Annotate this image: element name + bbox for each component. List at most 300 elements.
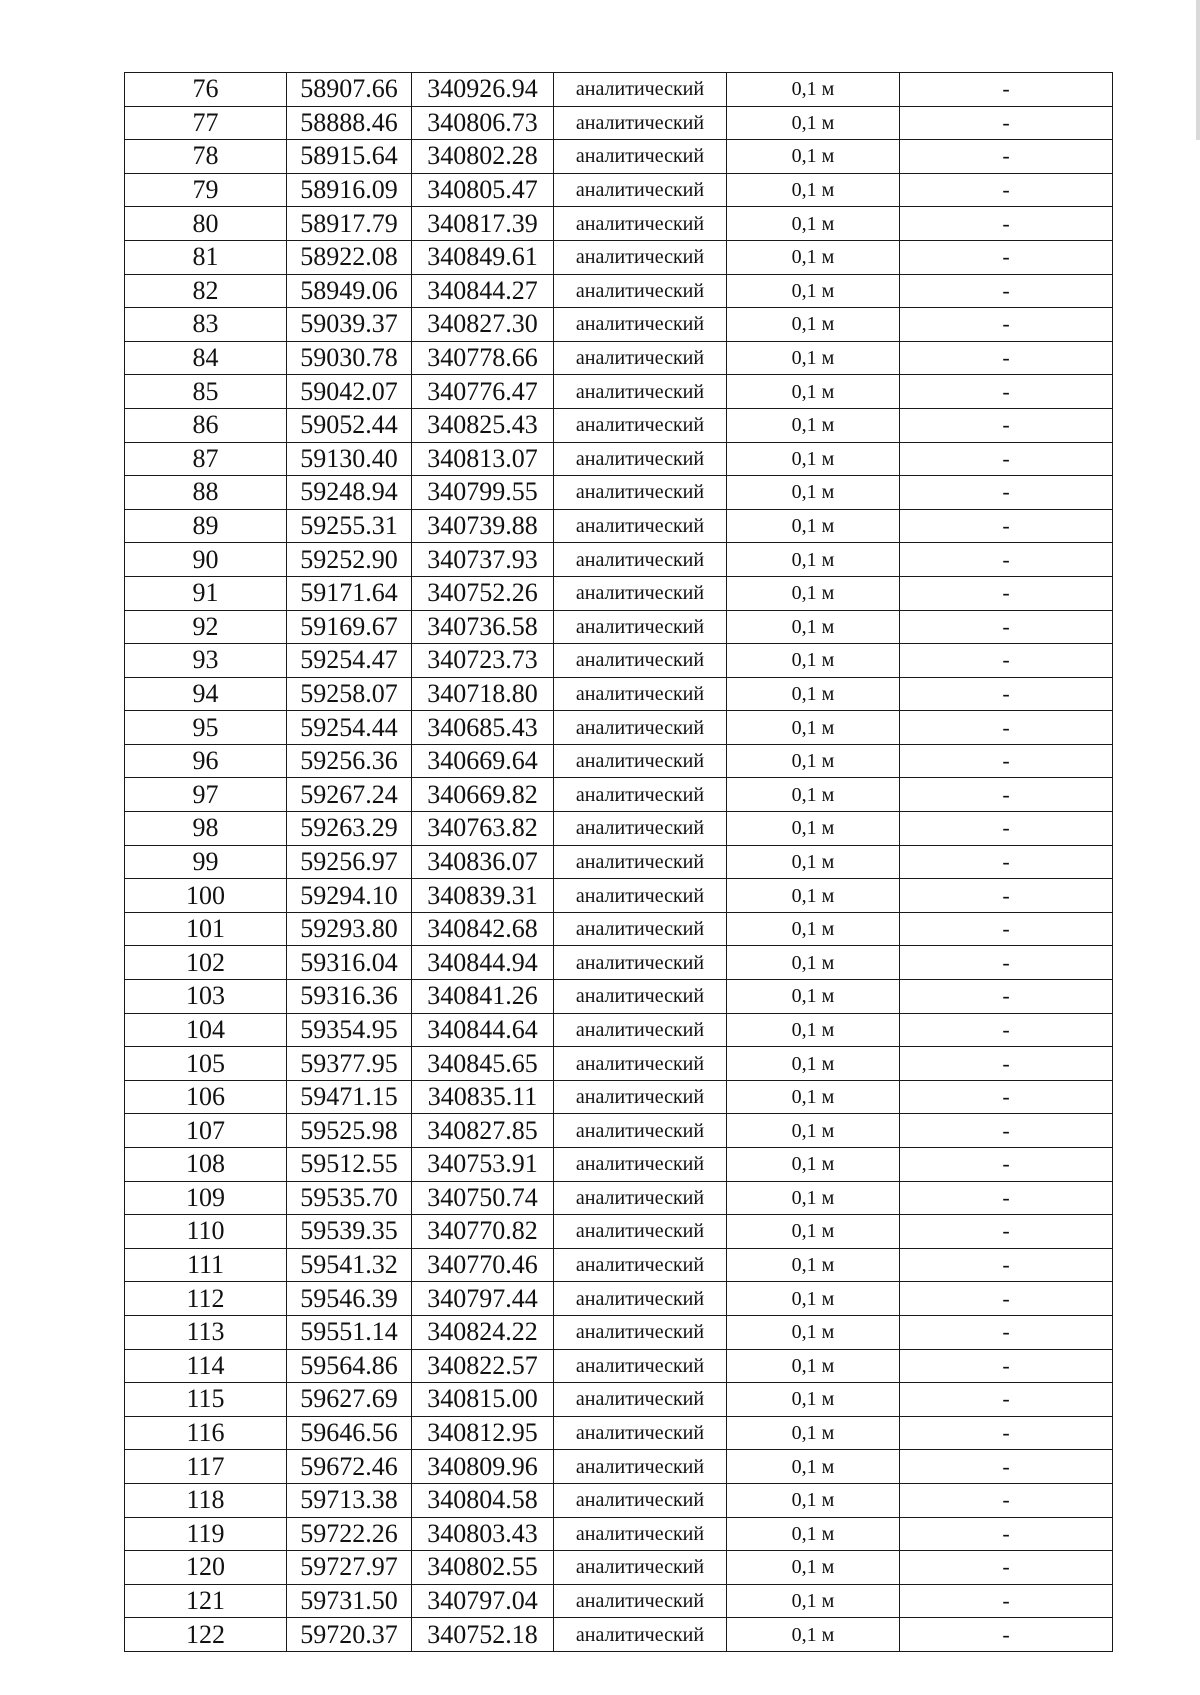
accuracy-cell: 0,1 м bbox=[727, 1618, 900, 1652]
y-coordinate-cell: 340763.82 bbox=[412, 812, 554, 846]
table-row bbox=[125, 1517, 1113, 1551]
accuracy-cell: 0,1 м bbox=[727, 1584, 900, 1618]
point-number-cell: 114 bbox=[125, 1349, 287, 1383]
x-coordinate-cell: 59525.98 bbox=[287, 1114, 412, 1148]
accuracy-cell: 0,1 м bbox=[727, 1315, 900, 1349]
x-coordinate-cell: 59646.56 bbox=[287, 1416, 412, 1450]
y-coordinate-cell: 340835.11 bbox=[412, 1080, 554, 1114]
accuracy-cell: 0,1 м bbox=[727, 812, 900, 846]
note-cell: - bbox=[900, 1282, 1113, 1316]
note-cell: - bbox=[900, 1349, 1113, 1383]
x-coordinate-cell: 59541.32 bbox=[287, 1248, 412, 1282]
note-cell: - bbox=[900, 1215, 1113, 1249]
table-row bbox=[125, 543, 1113, 577]
method-cell: аналитический bbox=[554, 845, 727, 879]
accuracy-cell: 0,1 м bbox=[727, 1517, 900, 1551]
note-cell: - bbox=[900, 744, 1113, 778]
table-row bbox=[125, 677, 1113, 711]
table-row bbox=[125, 375, 1113, 409]
method-cell: аналитический bbox=[554, 778, 727, 812]
y-coordinate-cell: 340805.47 bbox=[412, 173, 554, 207]
accuracy-cell: 0,1 м bbox=[727, 1248, 900, 1282]
x-coordinate-cell: 59255.31 bbox=[287, 509, 412, 543]
note-cell: - bbox=[900, 1013, 1113, 1047]
accuracy-cell: 0,1 м bbox=[727, 106, 900, 140]
x-coordinate-cell: 59564.86 bbox=[287, 1349, 412, 1383]
method-cell: аналитический bbox=[554, 1551, 727, 1585]
y-coordinate-cell: 340739.88 bbox=[412, 509, 554, 543]
accuracy-cell: 0,1 м bbox=[727, 845, 900, 879]
accuracy-cell: 0,1 м bbox=[727, 1047, 900, 1081]
point-number-cell: 122 bbox=[125, 1618, 287, 1652]
accuracy-cell: 0,1 м bbox=[727, 1349, 900, 1383]
note-cell: - bbox=[900, 1618, 1113, 1652]
point-number-cell: 107 bbox=[125, 1114, 287, 1148]
method-cell: аналитический bbox=[554, 1450, 727, 1484]
x-coordinate-cell: 59546.39 bbox=[287, 1282, 412, 1316]
note-cell: - bbox=[900, 1080, 1113, 1114]
method-cell: аналитический bbox=[554, 1416, 727, 1450]
point-number-cell: 86 bbox=[125, 408, 287, 442]
y-coordinate-cell: 340804.58 bbox=[412, 1483, 554, 1517]
point-number-cell: 99 bbox=[125, 845, 287, 879]
point-number-cell: 90 bbox=[125, 543, 287, 577]
y-coordinate-cell: 340797.04 bbox=[412, 1584, 554, 1618]
note-cell: - bbox=[900, 912, 1113, 946]
y-coordinate-cell: 340737.93 bbox=[412, 543, 554, 577]
table-row bbox=[125, 1349, 1113, 1383]
note-cell: - bbox=[900, 509, 1113, 543]
note-cell: - bbox=[900, 1047, 1113, 1081]
point-number-cell: 102 bbox=[125, 946, 287, 980]
point-number-cell: 98 bbox=[125, 812, 287, 846]
x-coordinate-cell: 59539.35 bbox=[287, 1215, 412, 1249]
x-coordinate-cell: 59039.37 bbox=[287, 308, 412, 342]
accuracy-cell: 0,1 м bbox=[727, 1450, 900, 1484]
method-cell: аналитический bbox=[554, 677, 727, 711]
x-coordinate-cell: 59722.26 bbox=[287, 1517, 412, 1551]
note-cell: - bbox=[900, 812, 1113, 846]
method-cell: аналитический bbox=[554, 106, 727, 140]
point-number-cell: 76 bbox=[125, 73, 287, 107]
note-cell: - bbox=[900, 1315, 1113, 1349]
x-coordinate-cell: 59551.14 bbox=[287, 1315, 412, 1349]
method-cell: аналитический bbox=[554, 240, 727, 274]
point-number-cell: 89 bbox=[125, 509, 287, 543]
accuracy-cell: 0,1 м bbox=[727, 1080, 900, 1114]
point-number-cell: 94 bbox=[125, 677, 287, 711]
y-coordinate-cell: 340813.07 bbox=[412, 442, 554, 476]
point-number-cell: 85 bbox=[125, 375, 287, 409]
x-coordinate-cell: 59672.46 bbox=[287, 1450, 412, 1484]
table-row bbox=[125, 1383, 1113, 1417]
x-coordinate-cell: 59042.07 bbox=[287, 375, 412, 409]
note-cell: - bbox=[900, 1181, 1113, 1215]
method-cell: аналитический bbox=[554, 1248, 727, 1282]
note-cell: - bbox=[900, 576, 1113, 610]
x-coordinate-cell: 59254.47 bbox=[287, 644, 412, 678]
point-number-cell: 93 bbox=[125, 644, 287, 678]
note-cell: - bbox=[900, 845, 1113, 879]
accuracy-cell: 0,1 м bbox=[727, 140, 900, 174]
x-coordinate-cell: 59256.36 bbox=[287, 744, 412, 778]
table-row bbox=[125, 1450, 1113, 1484]
point-number-cell: 80 bbox=[125, 207, 287, 241]
point-number-cell: 110 bbox=[125, 1215, 287, 1249]
y-coordinate-cell: 340685.43 bbox=[412, 711, 554, 745]
accuracy-cell: 0,1 м bbox=[727, 173, 900, 207]
table-row bbox=[125, 1013, 1113, 1047]
note-cell: - bbox=[900, 1483, 1113, 1517]
point-number-cell: 103 bbox=[125, 980, 287, 1014]
x-coordinate-cell: 59252.90 bbox=[287, 543, 412, 577]
method-cell: аналитический bbox=[554, 308, 727, 342]
y-coordinate-cell: 340845.65 bbox=[412, 1047, 554, 1081]
note-cell: - bbox=[900, 644, 1113, 678]
table-row bbox=[125, 1047, 1113, 1081]
table-row bbox=[125, 207, 1113, 241]
note-cell: - bbox=[900, 610, 1113, 644]
accuracy-cell: 0,1 м bbox=[727, 1282, 900, 1316]
method-cell: аналитический bbox=[554, 408, 727, 442]
note-cell: - bbox=[900, 946, 1113, 980]
note-cell: - bbox=[900, 1551, 1113, 1585]
y-coordinate-cell: 340827.30 bbox=[412, 308, 554, 342]
point-number-cell: 83 bbox=[125, 308, 287, 342]
y-coordinate-cell: 340802.55 bbox=[412, 1551, 554, 1585]
accuracy-cell: 0,1 м bbox=[727, 442, 900, 476]
y-coordinate-cell: 340718.80 bbox=[412, 677, 554, 711]
y-coordinate-cell: 340812.95 bbox=[412, 1416, 554, 1450]
y-coordinate-cell: 340836.07 bbox=[412, 845, 554, 879]
table-row bbox=[125, 173, 1113, 207]
y-coordinate-cell: 340736.58 bbox=[412, 610, 554, 644]
table-row bbox=[125, 308, 1113, 342]
y-coordinate-cell: 340778.66 bbox=[412, 341, 554, 375]
y-coordinate-cell: 340753.91 bbox=[412, 1148, 554, 1182]
accuracy-cell: 0,1 м bbox=[727, 1483, 900, 1517]
table-row bbox=[125, 1282, 1113, 1316]
method-cell: аналитический bbox=[554, 1618, 727, 1652]
method-cell: аналитический bbox=[554, 140, 727, 174]
x-coordinate-cell: 58907.66 bbox=[287, 73, 412, 107]
y-coordinate-cell: 340839.31 bbox=[412, 879, 554, 913]
note-cell: - bbox=[900, 1450, 1113, 1484]
y-coordinate-cell: 340817.39 bbox=[412, 207, 554, 241]
note-cell: - bbox=[900, 1584, 1113, 1618]
x-coordinate-cell: 59354.95 bbox=[287, 1013, 412, 1047]
note-cell: - bbox=[900, 240, 1113, 274]
accuracy-cell: 0,1 м bbox=[727, 711, 900, 745]
x-coordinate-cell: 59171.64 bbox=[287, 576, 412, 610]
x-coordinate-cell: 59267.24 bbox=[287, 778, 412, 812]
x-coordinate-cell: 59248.94 bbox=[287, 476, 412, 510]
x-coordinate-cell: 59263.29 bbox=[287, 812, 412, 846]
point-number-cell: 118 bbox=[125, 1483, 287, 1517]
method-cell: аналитический bbox=[554, 375, 727, 409]
note-cell: - bbox=[900, 1383, 1113, 1417]
accuracy-cell: 0,1 м bbox=[727, 1416, 900, 1450]
y-coordinate-cell: 340844.94 bbox=[412, 946, 554, 980]
point-number-cell: 119 bbox=[125, 1517, 287, 1551]
method-cell: аналитический bbox=[554, 509, 727, 543]
accuracy-cell: 0,1 м bbox=[727, 308, 900, 342]
note-cell: - bbox=[900, 1248, 1113, 1282]
accuracy-cell: 0,1 м bbox=[727, 240, 900, 274]
y-coordinate-cell: 340797.44 bbox=[412, 1282, 554, 1316]
x-coordinate-cell: 59512.55 bbox=[287, 1148, 412, 1182]
method-cell: аналитический bbox=[554, 173, 727, 207]
x-coordinate-cell: 58917.79 bbox=[287, 207, 412, 241]
point-number-cell: 79 bbox=[125, 173, 287, 207]
point-number-cell: 112 bbox=[125, 1282, 287, 1316]
table-row bbox=[125, 946, 1113, 980]
y-coordinate-cell: 340825.43 bbox=[412, 408, 554, 442]
method-cell: аналитический bbox=[554, 1383, 727, 1417]
table-row bbox=[125, 744, 1113, 778]
method-cell: аналитический bbox=[554, 812, 727, 846]
accuracy-cell: 0,1 м bbox=[727, 73, 900, 107]
table-row bbox=[125, 442, 1113, 476]
method-cell: аналитический bbox=[554, 644, 727, 678]
x-coordinate-cell: 59720.37 bbox=[287, 1618, 412, 1652]
method-cell: аналитический bbox=[554, 207, 727, 241]
y-coordinate-cell: 340824.22 bbox=[412, 1315, 554, 1349]
x-coordinate-cell: 59130.40 bbox=[287, 442, 412, 476]
point-number-cell: 77 bbox=[125, 106, 287, 140]
x-coordinate-cell: 58915.64 bbox=[287, 140, 412, 174]
method-cell: аналитический bbox=[554, 476, 727, 510]
table-row bbox=[125, 274, 1113, 308]
y-coordinate-cell: 340752.18 bbox=[412, 1618, 554, 1652]
method-cell: аналитический bbox=[554, 879, 727, 913]
method-cell: аналитический bbox=[554, 341, 727, 375]
scan-edge bbox=[1196, 0, 1200, 140]
accuracy-cell: 0,1 м bbox=[727, 408, 900, 442]
accuracy-cell: 0,1 м bbox=[727, 509, 900, 543]
note-cell: - bbox=[900, 106, 1113, 140]
method-cell: аналитический bbox=[554, 442, 727, 476]
y-coordinate-cell: 340844.64 bbox=[412, 1013, 554, 1047]
table-row bbox=[125, 1114, 1113, 1148]
table-row bbox=[125, 73, 1113, 107]
accuracy-cell: 0,1 м bbox=[727, 946, 900, 980]
point-number-cell: 87 bbox=[125, 442, 287, 476]
point-number-cell: 116 bbox=[125, 1416, 287, 1450]
note-cell: - bbox=[900, 711, 1113, 745]
accuracy-cell: 0,1 м bbox=[727, 980, 900, 1014]
method-cell: аналитический bbox=[554, 1483, 727, 1517]
y-coordinate-cell: 340849.61 bbox=[412, 240, 554, 274]
y-coordinate-cell: 340770.46 bbox=[412, 1248, 554, 1282]
method-cell: аналитический bbox=[554, 1080, 727, 1114]
y-coordinate-cell: 340776.47 bbox=[412, 375, 554, 409]
note-cell: - bbox=[900, 1416, 1113, 1450]
x-coordinate-cell: 58949.06 bbox=[287, 274, 412, 308]
y-coordinate-cell: 340723.73 bbox=[412, 644, 554, 678]
y-coordinate-cell: 340822.57 bbox=[412, 1349, 554, 1383]
accuracy-cell: 0,1 м bbox=[727, 274, 900, 308]
point-number-cell: 113 bbox=[125, 1315, 287, 1349]
accuracy-cell: 0,1 м bbox=[727, 207, 900, 241]
y-coordinate-cell: 340844.27 bbox=[412, 274, 554, 308]
table-row bbox=[125, 341, 1113, 375]
accuracy-cell: 0,1 м bbox=[727, 744, 900, 778]
note-cell: - bbox=[900, 879, 1113, 913]
point-number-cell: 82 bbox=[125, 274, 287, 308]
y-coordinate-cell: 340809.96 bbox=[412, 1450, 554, 1484]
x-coordinate-cell: 59030.78 bbox=[287, 341, 412, 375]
y-coordinate-cell: 340815.00 bbox=[412, 1383, 554, 1417]
x-coordinate-cell: 59627.69 bbox=[287, 1383, 412, 1417]
table-row bbox=[125, 778, 1113, 812]
accuracy-cell: 0,1 м bbox=[727, 1148, 900, 1182]
point-number-cell: 104 bbox=[125, 1013, 287, 1047]
accuracy-cell: 0,1 м bbox=[727, 1181, 900, 1215]
method-cell: аналитический bbox=[554, 1349, 727, 1383]
x-coordinate-cell: 59258.07 bbox=[287, 677, 412, 711]
table-row bbox=[125, 1483, 1113, 1517]
table-row bbox=[125, 140, 1113, 174]
note-cell: - bbox=[900, 1517, 1113, 1551]
x-coordinate-cell: 59535.70 bbox=[287, 1181, 412, 1215]
table-row bbox=[125, 1181, 1113, 1215]
note-cell: - bbox=[900, 308, 1113, 342]
y-coordinate-cell: 340803.43 bbox=[412, 1517, 554, 1551]
x-coordinate-cell: 59294.10 bbox=[287, 879, 412, 913]
method-cell: аналитический bbox=[554, 1114, 727, 1148]
table-row bbox=[125, 509, 1113, 543]
table-row bbox=[125, 912, 1113, 946]
coordinates-table bbox=[124, 72, 1113, 1652]
table-row bbox=[125, 240, 1113, 274]
note-cell: - bbox=[900, 274, 1113, 308]
point-number-cell: 95 bbox=[125, 711, 287, 745]
table-row bbox=[125, 1148, 1113, 1182]
y-coordinate-cell: 340806.73 bbox=[412, 106, 554, 140]
y-coordinate-cell: 340926.94 bbox=[412, 73, 554, 107]
method-cell: аналитический bbox=[554, 711, 727, 745]
table-row bbox=[125, 1584, 1113, 1618]
accuracy-cell: 0,1 м bbox=[727, 912, 900, 946]
x-coordinate-cell: 59052.44 bbox=[287, 408, 412, 442]
x-coordinate-cell: 59377.95 bbox=[287, 1047, 412, 1081]
method-cell: аналитический bbox=[554, 1282, 727, 1316]
method-cell: аналитический bbox=[554, 274, 727, 308]
y-coordinate-cell: 340802.28 bbox=[412, 140, 554, 174]
note-cell: - bbox=[900, 980, 1113, 1014]
x-coordinate-cell: 58916.09 bbox=[287, 173, 412, 207]
x-coordinate-cell: 59731.50 bbox=[287, 1584, 412, 1618]
point-number-cell: 101 bbox=[125, 912, 287, 946]
table-row bbox=[125, 980, 1113, 1014]
x-coordinate-cell: 59293.80 bbox=[287, 912, 412, 946]
point-number-cell: 78 bbox=[125, 140, 287, 174]
x-coordinate-cell: 59256.97 bbox=[287, 845, 412, 879]
accuracy-cell: 0,1 м bbox=[727, 1114, 900, 1148]
table-row bbox=[125, 1416, 1113, 1450]
table-row bbox=[125, 812, 1113, 846]
table-row bbox=[125, 644, 1113, 678]
x-coordinate-cell: 59713.38 bbox=[287, 1483, 412, 1517]
y-coordinate-cell: 340669.82 bbox=[412, 778, 554, 812]
note-cell: - bbox=[900, 543, 1113, 577]
method-cell: аналитический bbox=[554, 980, 727, 1014]
method-cell: аналитический bbox=[554, 1315, 727, 1349]
y-coordinate-cell: 340752.26 bbox=[412, 576, 554, 610]
note-cell: - bbox=[900, 1114, 1113, 1148]
accuracy-cell: 0,1 м bbox=[727, 1551, 900, 1585]
method-cell: аналитический bbox=[554, 73, 727, 107]
table-row bbox=[125, 845, 1113, 879]
table-row bbox=[125, 1551, 1113, 1585]
table-row bbox=[125, 1248, 1113, 1282]
y-coordinate-cell: 340799.55 bbox=[412, 476, 554, 510]
accuracy-cell: 0,1 м bbox=[727, 1013, 900, 1047]
method-cell: аналитический bbox=[554, 1517, 727, 1551]
point-number-cell: 91 bbox=[125, 576, 287, 610]
x-coordinate-cell: 59471.15 bbox=[287, 1080, 412, 1114]
coordinates-table-body bbox=[125, 73, 1113, 1652]
note-cell: - bbox=[900, 1148, 1113, 1182]
method-cell: аналитический bbox=[554, 1215, 727, 1249]
point-number-cell: 81 bbox=[125, 240, 287, 274]
x-coordinate-cell: 59254.44 bbox=[287, 711, 412, 745]
method-cell: аналитический bbox=[554, 1013, 727, 1047]
method-cell: аналитический bbox=[554, 1148, 727, 1182]
method-cell: аналитический bbox=[554, 1047, 727, 1081]
x-coordinate-cell: 59169.67 bbox=[287, 610, 412, 644]
table-row bbox=[125, 1315, 1113, 1349]
point-number-cell: 100 bbox=[125, 879, 287, 913]
accuracy-cell: 0,1 м bbox=[727, 375, 900, 409]
point-number-cell: 108 bbox=[125, 1148, 287, 1182]
note-cell: - bbox=[900, 73, 1113, 107]
method-cell: аналитический bbox=[554, 912, 727, 946]
table-row bbox=[125, 610, 1113, 644]
y-coordinate-cell: 340841.26 bbox=[412, 980, 554, 1014]
method-cell: аналитический bbox=[554, 543, 727, 577]
note-cell: - bbox=[900, 442, 1113, 476]
y-coordinate-cell: 340770.82 bbox=[412, 1215, 554, 1249]
point-number-cell: 120 bbox=[125, 1551, 287, 1585]
accuracy-cell: 0,1 м bbox=[727, 644, 900, 678]
x-coordinate-cell: 59727.97 bbox=[287, 1551, 412, 1585]
table-row bbox=[125, 576, 1113, 610]
table-row bbox=[125, 476, 1113, 510]
point-number-cell: 96 bbox=[125, 744, 287, 778]
accuracy-cell: 0,1 м bbox=[727, 778, 900, 812]
method-cell: аналитический bbox=[554, 1584, 727, 1618]
note-cell: - bbox=[900, 341, 1113, 375]
x-coordinate-cell: 58922.08 bbox=[287, 240, 412, 274]
y-coordinate-cell: 340750.74 bbox=[412, 1181, 554, 1215]
y-coordinate-cell: 340669.64 bbox=[412, 744, 554, 778]
table-row bbox=[125, 1215, 1113, 1249]
table-row bbox=[125, 879, 1113, 913]
accuracy-cell: 0,1 м bbox=[727, 341, 900, 375]
point-number-cell: 84 bbox=[125, 341, 287, 375]
method-cell: аналитический bbox=[554, 576, 727, 610]
table-row bbox=[125, 1618, 1113, 1652]
note-cell: - bbox=[900, 375, 1113, 409]
table-row bbox=[125, 711, 1113, 745]
accuracy-cell: 0,1 м bbox=[727, 610, 900, 644]
accuracy-cell: 0,1 м bbox=[727, 576, 900, 610]
point-number-cell: 121 bbox=[125, 1584, 287, 1618]
point-number-cell: 105 bbox=[125, 1047, 287, 1081]
y-coordinate-cell: 340842.68 bbox=[412, 912, 554, 946]
